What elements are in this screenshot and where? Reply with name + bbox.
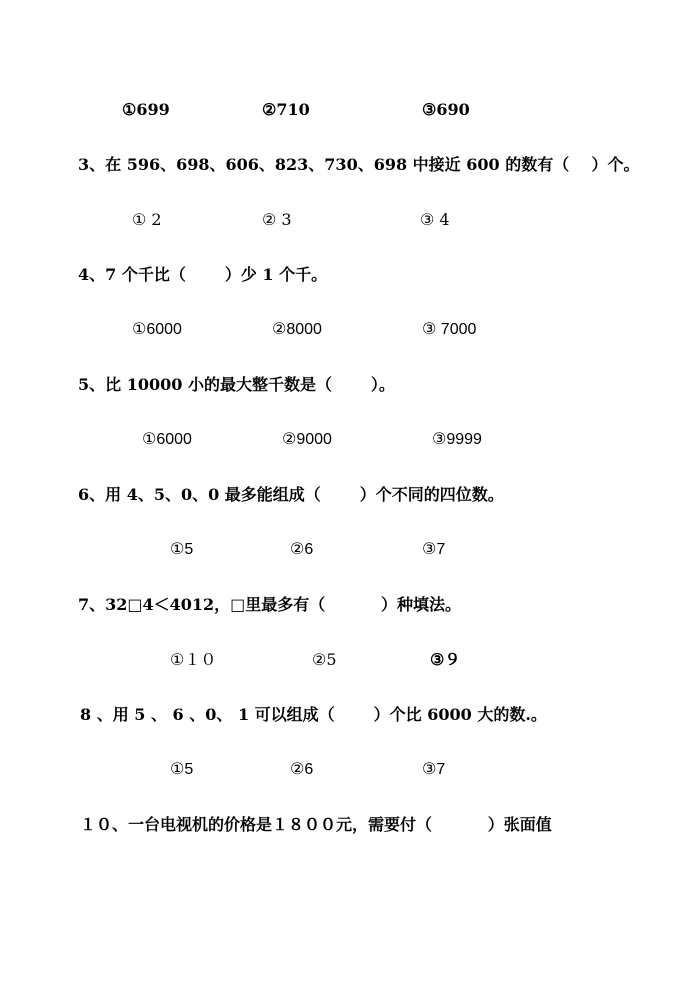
q2-option-3: ③690 <box>422 100 470 119</box>
question-8: 8 、用 5 、 6 、0、 1 可以组成（ ）个比 6000 大的数.。 <box>80 705 547 724</box>
q5-option-3: ③9999 <box>432 431 482 448</box>
q8-option-2: ②6 <box>290 761 314 778</box>
q7-option-1: ①１０ <box>170 650 217 669</box>
q4-option-1: ①6000 <box>132 321 182 338</box>
q7-option-3: ③９ <box>430 650 461 669</box>
q6-option-1: ①5 <box>170 541 194 558</box>
q3-option-1: ① 2 <box>132 210 162 229</box>
question-7: 7、32□4＜4012，□里最多有（ ）种填法。 <box>78 595 462 614</box>
question-3: 3、在 596、698、606、823、730、698 中接近 600 的数有（ ）个。 <box>78 155 640 174</box>
question-5: 5、比 10000 小的最大整千数是（ ）。 <box>78 375 395 394</box>
q7-option-2: ②5 <box>312 650 337 669</box>
q2-option-2: ②710 <box>262 100 310 119</box>
q4-option-3: ③ 7000 <box>422 321 477 338</box>
q6-option-3: ③7 <box>422 541 446 558</box>
q3-option-3: ③ 4 <box>420 210 450 229</box>
q3-option-2: ② 3 <box>262 210 292 229</box>
q2-option-1: ①699 <box>122 100 170 119</box>
q5-option-2: ②9000 <box>282 431 332 448</box>
q6-option-2: ②6 <box>290 541 314 558</box>
q4-option-2: ②8000 <box>272 321 322 338</box>
question-6: 6、用 4、5、0、0 最多能组成（ ）个不同的四位数。 <box>78 485 504 504</box>
q5-option-1: ①6000 <box>142 431 192 448</box>
q8-option-3: ③7 <box>422 761 446 778</box>
question-10: １０、一台电视机的价格是１８００元，需要付（ ）张面值 <box>80 815 552 834</box>
question-4: 4、7 个千比（ ）少 1 个千。 <box>78 265 328 284</box>
q8-option-1: ①5 <box>170 761 194 778</box>
